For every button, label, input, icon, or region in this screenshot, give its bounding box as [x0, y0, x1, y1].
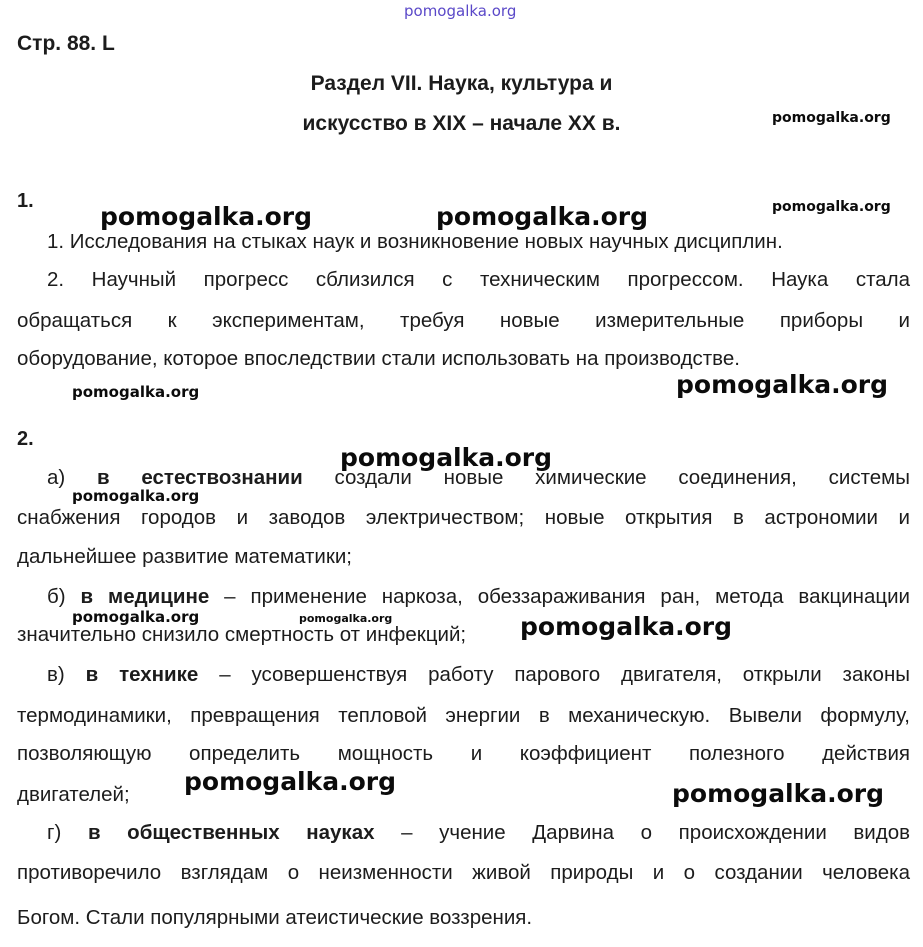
question-1-number: 1.: [17, 190, 34, 212]
watermark: pomogalka.org: [772, 110, 891, 126]
answer-2g-line2: противоречило взглядам о неизменности живой природы и о создании человека: [17, 861, 910, 884]
watermark: pomogalka.org: [72, 383, 200, 401]
question-2-number: 2.: [17, 428, 34, 450]
section-title-line1: Раздел VII. Наука, культура и: [310, 72, 613, 95]
answer-1-point-2-line1: 2. Научный прогресс сблизился с техническим прогрессом. Наука стала: [47, 268, 910, 291]
watermark: pomogalka.org: [72, 487, 200, 505]
watermark: pomogalka.org: [72, 608, 200, 626]
answer-2a-line1: а) в естествознании создали новые химические соединения, системы: [47, 466, 910, 489]
watermark: pomogalka.org: [184, 767, 397, 796]
watermark: pomogalka.org: [672, 779, 885, 808]
watermark: pomogalka.org: [299, 612, 393, 625]
watermark: pomogalka.org: [340, 443, 553, 472]
answer-2a-line3: дальнейшее развитие математики;: [17, 545, 352, 568]
watermark: pomogalka.org: [676, 370, 889, 399]
watermark: pomogalka.org: [520, 612, 733, 641]
watermark: pomogalka.org: [772, 199, 891, 215]
answer-1-point-2-line2: обращаться к экспериментам, требуя новые измерительные приборы и: [17, 309, 910, 332]
watermark: pomogalka.org: [100, 202, 313, 231]
answer-2g-line1: г) в общественных науках – учение Дарвина о происхождении видов: [47, 821, 911, 844]
answer-2v-line1: в) в технике – усовершенствуя работу парового двигателя, открыли законы: [47, 663, 911, 686]
answer-2a-line2: снабжения городов и заводов электричеством; новые открытия в астрономии и: [17, 506, 910, 529]
answer-2b-line1: б) в медицине – применение наркоза, обеззараживания ран, метода вакцинации: [47, 585, 911, 608]
answer-2b-line2: значительно снизило смертность от инфекций;: [17, 623, 467, 646]
watermark: pomogalka.org: [436, 202, 649, 231]
answer-1-point-2-line3: оборудование, которое впоследствии стали использовать на производстве.: [17, 347, 740, 370]
answer-2g-line3: Богом. Стали популярными атеистические воззрения.: [17, 906, 533, 929]
watermark-top: pomogalka.org: [404, 2, 517, 20]
section-title-line2: искусство в XIX – начале XX в.: [302, 112, 621, 135]
page-label: Стр. 88. L: [17, 32, 115, 55]
answer-2v-line2: термодинамики, превращения тепловой энергии в механическую. Вывели формулу,: [17, 704, 910, 727]
answer-1-point-1: 1. Исследования на стыках наук и возникновение новых научных дисциплин.: [47, 230, 783, 253]
answer-2v-line3: позволяющую определить мощность и коэффициент полезного действия: [17, 742, 910, 765]
answer-2v-line4: двигателей;: [17, 783, 130, 806]
